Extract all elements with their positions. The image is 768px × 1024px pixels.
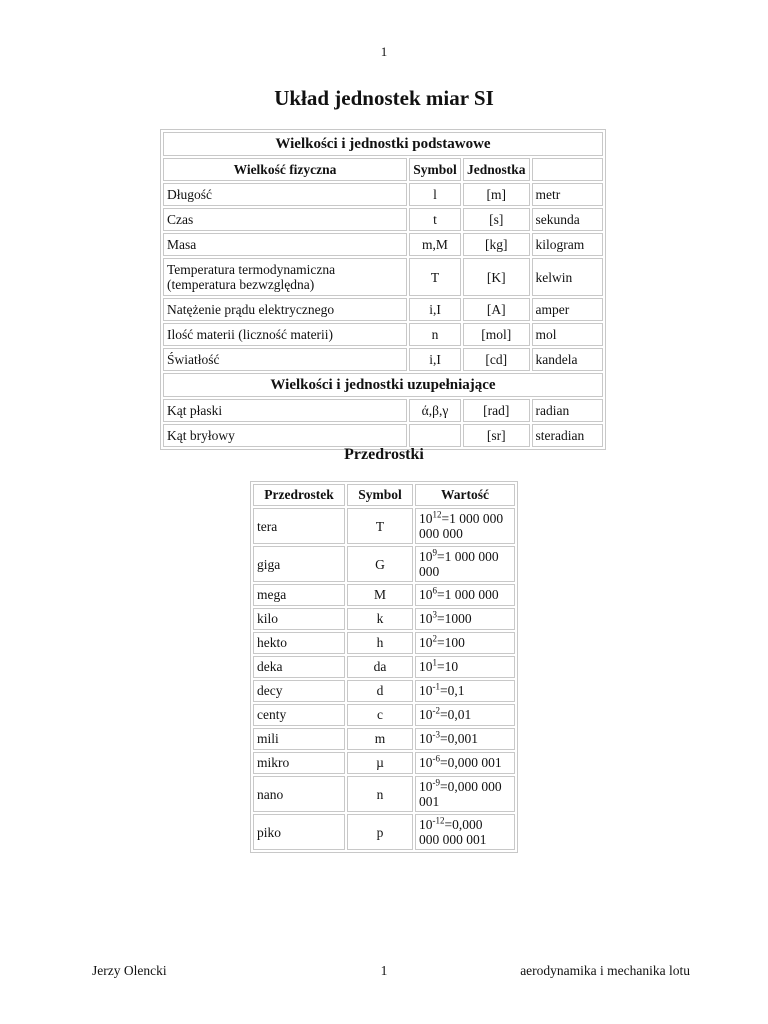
value-exponent: 1 xyxy=(432,657,437,668)
value-cell xyxy=(415,680,515,702)
prefix-cell: giga xyxy=(253,546,345,582)
value-rest-line-2: 000 000 001 xyxy=(419,832,487,847)
value-rest: =1000 xyxy=(437,611,472,626)
unit-name-cell: kandela xyxy=(532,348,603,371)
value-cell xyxy=(415,776,515,812)
symbol-cell: h xyxy=(347,632,413,654)
symbol-cell: p xyxy=(347,814,413,850)
unit-cell: [cd] xyxy=(463,348,530,371)
prefix-cell: deka xyxy=(253,656,345,678)
value-rest: =0,000 001 xyxy=(440,755,502,770)
prefix-cell: hekto xyxy=(253,632,345,654)
value-base: 10 xyxy=(419,817,433,832)
table-row xyxy=(253,632,515,654)
document-title: Układ jednostek miar SI xyxy=(274,86,494,110)
quantity-cell: Kąt płaski xyxy=(163,399,407,422)
table-row xyxy=(253,584,515,606)
value-cell xyxy=(415,508,515,544)
section-basic-heading: Wielkości i jednostki podstawowe xyxy=(163,132,603,156)
table-row xyxy=(163,233,603,256)
symbol-cell: m,M xyxy=(409,233,461,256)
prefix-cell: kilo xyxy=(253,608,345,630)
table-row xyxy=(163,348,603,371)
column-header-quantity: Wielkość fizyczna xyxy=(163,158,407,181)
value-rest: =0,001 xyxy=(440,731,478,746)
quantity-line-2: (temperatura bezwzględna) xyxy=(167,277,315,292)
value-rest-line-2: 000 xyxy=(419,564,440,579)
unit-cell: [mol] xyxy=(463,323,530,346)
section-supplementary-heading: Wielkości i jednostki uzupełniające xyxy=(163,373,603,397)
quantity-cell: Światłość xyxy=(163,348,407,371)
unit-name-cell: sekunda xyxy=(532,208,603,231)
value-exponent: -12 xyxy=(432,815,445,826)
prefix-cell: piko xyxy=(253,814,345,850)
table-row xyxy=(253,546,515,582)
prefix-cell: centy xyxy=(253,704,345,726)
value-base: 10 xyxy=(419,511,433,526)
quantity-line-1: Temperatura termodynamiczna xyxy=(167,262,336,277)
value-cell xyxy=(415,752,515,774)
table-row xyxy=(253,704,515,726)
value-rest: =100 xyxy=(437,635,465,650)
value-exponent: 2 xyxy=(432,633,437,644)
si-units-table xyxy=(160,129,606,450)
table-row xyxy=(163,323,603,346)
symbol-cell: m xyxy=(347,728,413,750)
value-cell xyxy=(415,728,515,750)
prefix-cell: mikro xyxy=(253,752,345,774)
value-exponent: -9 xyxy=(432,777,440,788)
value-exponent: -2 xyxy=(432,705,440,716)
value-exponent: -3 xyxy=(432,729,440,740)
value-base: 10 xyxy=(419,731,433,746)
value-cell xyxy=(415,584,515,606)
footer-author: Jerzy Olencki xyxy=(92,963,167,978)
symbol-cell: da xyxy=(347,656,413,678)
table-row xyxy=(163,424,603,447)
symbol-cell: n xyxy=(409,323,461,346)
value-cell xyxy=(415,608,515,630)
prefix-cell: decy xyxy=(253,680,345,702)
unit-cell: [A] xyxy=(463,298,530,321)
symbol-cell: l xyxy=(409,183,461,206)
unit-cell: [kg] xyxy=(463,233,530,256)
prefix-cell: tera xyxy=(253,508,345,544)
quantity-cell: Natężenie prądu elektrycznego xyxy=(163,298,407,321)
unit-name-cell: kelwin xyxy=(532,258,603,296)
unit-name-cell: steradian xyxy=(532,424,603,447)
value-rest: =1 000 000 xyxy=(441,511,504,526)
table-row xyxy=(163,399,603,422)
value-rest: =0,1 xyxy=(440,683,465,698)
value-base: 10 xyxy=(419,755,433,770)
table-row xyxy=(253,508,515,544)
value-exponent: -6 xyxy=(432,753,440,764)
footer-subject: aerodynamika i mechanika lotu xyxy=(520,963,690,978)
unit-cell: [m] xyxy=(463,183,530,206)
prefix-cell: nano xyxy=(253,776,345,812)
quantity-cell: Długość xyxy=(163,183,407,206)
value-rest-line-2: 000 000 xyxy=(419,526,463,541)
symbol-cell: d xyxy=(347,680,413,702)
value-base: 10 xyxy=(419,659,433,674)
value-rest: =10 xyxy=(437,659,459,674)
table-row xyxy=(163,258,603,296)
prefix-cell: mega xyxy=(253,584,345,606)
unit-cell: [s] xyxy=(463,208,530,231)
column-header-prefix: Przedrostek xyxy=(253,484,345,506)
quantity-cell: Ilość materii (liczność materii) xyxy=(163,323,407,346)
table-row xyxy=(253,656,515,678)
value-rest: =1 000 000 xyxy=(437,587,499,602)
quantity-cell: Kąt bryłowy xyxy=(163,424,407,447)
value-base: 10 xyxy=(419,611,433,626)
unit-cell: [rad] xyxy=(463,399,530,422)
value-exponent: 6 xyxy=(432,585,437,596)
value-rest: =0,01 xyxy=(440,707,472,722)
value-base: 10 xyxy=(419,779,433,794)
column-header-unit: Jednostka xyxy=(463,158,530,181)
unit-name-cell: metr xyxy=(532,183,603,206)
value-cell xyxy=(415,704,515,726)
value-cell xyxy=(415,546,515,582)
quantity-cell: Czas xyxy=(163,208,407,231)
prefixes-table xyxy=(250,481,518,853)
value-base: 10 xyxy=(419,635,433,650)
symbol-cell: t xyxy=(409,208,461,231)
symbol-cell: c xyxy=(347,704,413,726)
value-base: 10 xyxy=(419,549,433,564)
prefix-cell: mili xyxy=(253,728,345,750)
symbol-cell: i,I xyxy=(409,298,461,321)
unit-name-cell: mol xyxy=(532,323,603,346)
value-base: 10 xyxy=(419,707,433,722)
value-rest: =1 000 000 xyxy=(437,549,499,564)
column-header-symbol: Symbol xyxy=(347,484,413,506)
symbol-cell: n xyxy=(347,776,413,812)
value-exponent: 3 xyxy=(432,609,437,620)
symbol-cell xyxy=(409,424,461,447)
prefixes-heading: Przedrostki xyxy=(344,446,424,463)
footer-page-number: 1 xyxy=(380,963,388,978)
value-cell xyxy=(415,632,515,654)
value-cell xyxy=(415,814,515,850)
unit-name-cell: amper xyxy=(532,298,603,321)
table-row xyxy=(253,752,515,774)
quantity-cell xyxy=(163,258,407,296)
symbol-cell: T xyxy=(347,508,413,544)
column-header-symbol: Symbol xyxy=(409,158,461,181)
value-base: 10 xyxy=(419,587,433,602)
table-row xyxy=(253,680,515,702)
value-rest-line-2: 001 xyxy=(419,794,440,809)
value-exponent: -1 xyxy=(432,681,440,692)
value-cell xyxy=(415,656,515,678)
value-exponent: 9 xyxy=(432,547,437,558)
column-header-value: Wartość xyxy=(415,484,515,506)
value-rest: =0,000 000 xyxy=(440,779,502,794)
symbol-cell: µ xyxy=(347,752,413,774)
header-page-number: 1 xyxy=(380,44,388,59)
symbol-cell: T xyxy=(409,258,461,296)
unit-cell: [sr] xyxy=(463,424,530,447)
value-exponent: 12 xyxy=(432,509,442,520)
symbol-cell: M xyxy=(347,584,413,606)
table-row xyxy=(163,208,603,231)
table-row xyxy=(163,183,603,206)
value-rest: =0,000 xyxy=(444,817,483,832)
column-header-unit-name xyxy=(532,158,603,181)
symbol-cell: G xyxy=(347,546,413,582)
symbol-cell: ά,β,γ xyxy=(409,399,461,422)
unit-cell: [K] xyxy=(463,258,530,296)
symbol-cell: k xyxy=(347,608,413,630)
quantity-cell: Masa xyxy=(163,233,407,256)
unit-name-cell: kilogram xyxy=(532,233,603,256)
table-row xyxy=(253,814,515,850)
table-row xyxy=(253,728,515,750)
value-base: 10 xyxy=(419,683,433,698)
table-row xyxy=(253,608,515,630)
unit-name-cell: radian xyxy=(532,399,603,422)
table-row xyxy=(253,776,515,812)
table-row xyxy=(163,298,603,321)
symbol-cell: i,I xyxy=(409,348,461,371)
